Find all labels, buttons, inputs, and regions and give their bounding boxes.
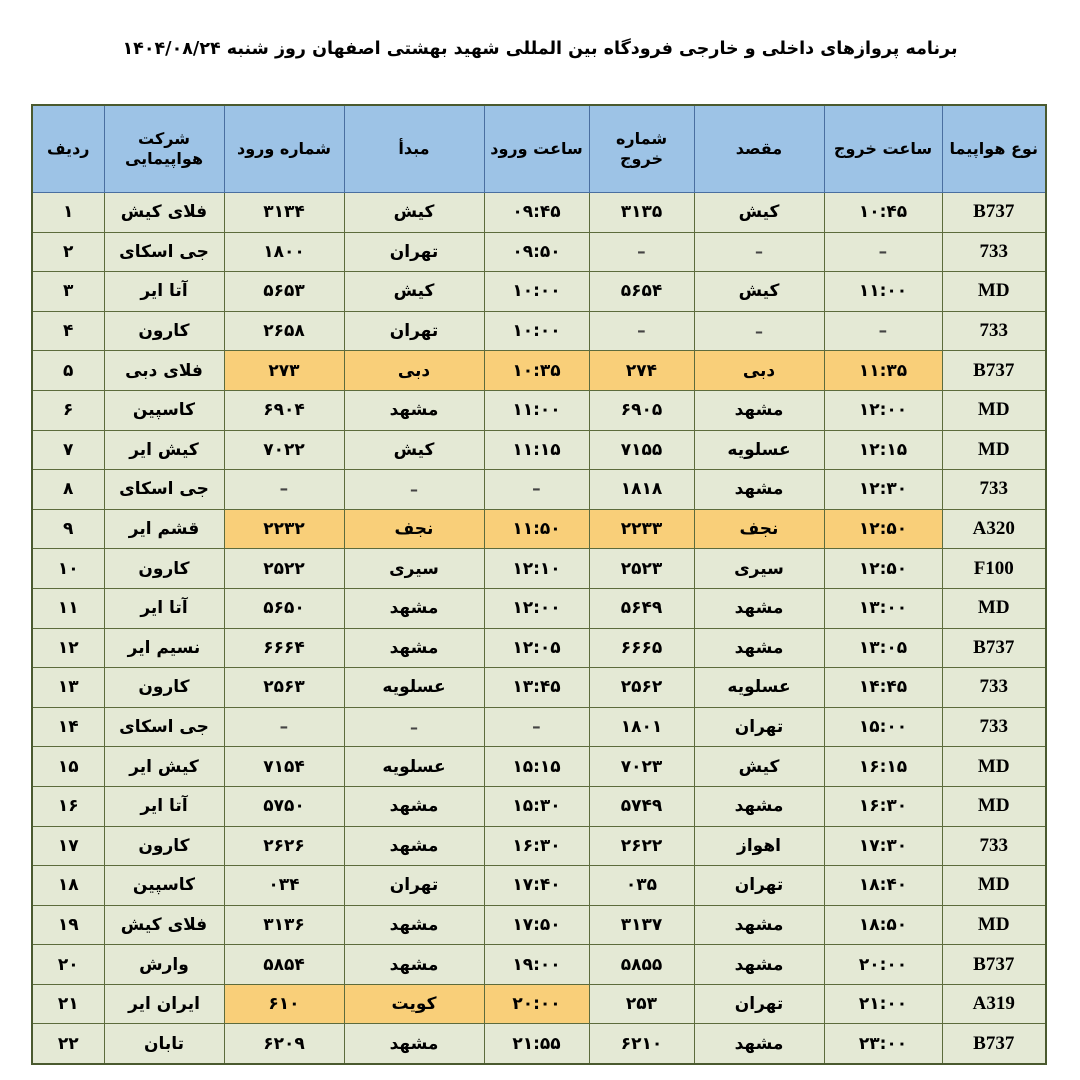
cell-departure-no: ۵۶۴۹ [589, 588, 694, 628]
cell-row-number: ۱ [32, 193, 104, 233]
cell-departure-time: ۱۶:۱۵ [824, 747, 942, 787]
cell-departure-time: ۱۴:۴۵ [824, 668, 942, 708]
cell-airline: قشم ایر [104, 509, 224, 549]
flight-schedule-table-wrapper [33, 104, 1047, 1065]
column-header-arr-no-label: شماره ورود [236, 139, 331, 158]
cell-arrival-time: ۱۷:۵۰ [484, 905, 589, 945]
cell-aircraft-type: MD [942, 588, 1046, 628]
cell-destination: عسلویه [694, 430, 824, 470]
cell-airline: وارش [104, 945, 224, 985]
cell-aircraft-type: 733 [942, 232, 1046, 272]
cell-arrival-no: ۵۶۵۰ [224, 588, 344, 628]
cell-destination: مشهد [694, 905, 824, 945]
cell-airline: کارون [104, 311, 224, 351]
table-row [32, 984, 1046, 1024]
cell-departure-time: ۱۲:۳۰ [824, 470, 942, 510]
cell-arrival-no: ۵۸۵۴ [224, 945, 344, 985]
cell-aircraft-type: F100 [942, 549, 1046, 589]
column-header-radif-label: ردیف [47, 139, 90, 158]
cell-destination: کیش [694, 747, 824, 787]
cell-row-number: ۸ [32, 470, 104, 510]
cell-aircraft-type: A320 [942, 509, 1046, 549]
cell-destination: مشهد [694, 628, 824, 668]
cell-departure-time: ۱۲:۱۵ [824, 430, 942, 470]
cell-airline: جی اسکای [104, 232, 224, 272]
cell-origin: تهران [344, 232, 484, 272]
cell-aircraft-type: MD [942, 866, 1046, 906]
cell-arrival-time: ۱۱:۰۰ [484, 390, 589, 430]
column-header-airline-label: شرکت هواپیمایی [124, 129, 204, 168]
cell-departure-no: ۶۹۰۵ [589, 390, 694, 430]
cell-origin: مشهد [344, 826, 484, 866]
cell-aircraft-type: MD [942, 430, 1046, 470]
cell-arrival-no: ۷۱۵۴ [224, 747, 344, 787]
column-header-arr-time [484, 105, 589, 193]
cell-arrival-time: – [484, 470, 589, 510]
table-row [32, 549, 1046, 589]
table-row [32, 628, 1046, 668]
cell-airline: ایران ایر [104, 984, 224, 1024]
cell-destination: تهران [694, 866, 824, 906]
cell-aircraft-type: 733 [942, 826, 1046, 866]
table-row [32, 311, 1046, 351]
cell-origin: عسلویه [344, 747, 484, 787]
cell-aircraft-type: B737 [942, 1024, 1046, 1064]
cell-departure-time: ۱۱:۰۰ [824, 272, 942, 312]
cell-row-number: ۱۱ [32, 588, 104, 628]
cell-arrival-no: ۵۶۵۳ [224, 272, 344, 312]
column-header-radif [32, 105, 104, 193]
table-row [32, 905, 1046, 945]
cell-arrival-time: ۱۱:۱۵ [484, 430, 589, 470]
column-header-dep-no-label: شماره خروج [615, 129, 668, 168]
cell-departure-time: ۱۸:۴۰ [824, 866, 942, 906]
cell-row-number: ۱۷ [32, 826, 104, 866]
cell-destination: مشهد [694, 1024, 824, 1064]
cell-departure-no: ۷۱۵۵ [589, 430, 694, 470]
cell-departure-time: ۱۲:۵۰ [824, 509, 942, 549]
cell-aircraft-type: B737 [942, 945, 1046, 985]
column-header-destination-label: مقصد [735, 139, 783, 158]
cell-origin: مشهد [344, 905, 484, 945]
cell-departure-no: ۲۲۳۳ [589, 509, 694, 549]
cell-airline: کاسپین [104, 390, 224, 430]
cell-arrival-time: ۱۲:۰۵ [484, 628, 589, 668]
cell-arrival-no: – [224, 470, 344, 510]
cell-row-number: ۳ [32, 272, 104, 312]
cell-destination: مشهد [694, 945, 824, 985]
cell-arrival-no: ۶۶۶۴ [224, 628, 344, 668]
cell-row-number: ۱۰ [32, 549, 104, 589]
cell-row-number: ۲۰ [32, 945, 104, 985]
cell-arrival-time: ۱۱:۵۰ [484, 509, 589, 549]
cell-departure-no: ۵۶۵۴ [589, 272, 694, 312]
cell-airline: کیش ایر [104, 747, 224, 787]
cell-destination: کیش [694, 272, 824, 312]
cell-aircraft-type: MD [942, 905, 1046, 945]
cell-departure-time: – [824, 232, 942, 272]
cell-arrival-time: ۱۲:۱۰ [484, 549, 589, 589]
cell-departure-no: ۰۳۵ [589, 866, 694, 906]
table-body [32, 193, 1046, 1065]
cell-arrival-no: – [224, 707, 344, 747]
cell-airline: فلای دبی [104, 351, 224, 391]
cell-row-number: ۱۳ [32, 668, 104, 708]
cell-departure-no: ۲۷۴ [589, 351, 694, 391]
cell-airline: آتا ایر [104, 588, 224, 628]
cell-departure-time: ۱۸:۵۰ [824, 905, 942, 945]
cell-airline: کارون [104, 668, 224, 708]
cell-departure-no: ۶۶۶۵ [589, 628, 694, 668]
cell-arrival-no: ۳۱۳۴ [224, 193, 344, 233]
cell-destination: مشهد [694, 588, 824, 628]
table-row [32, 430, 1046, 470]
cell-row-number: ۱۶ [32, 786, 104, 826]
cell-row-number: ۱۸ [32, 866, 104, 906]
page-title: برنامه پروازهای داخلی و خارجی فرودگاه بین المللی شهید بهشتی اصفهان روز شنبه ۱۴۰۴/۰۸/۲۴ [122, 39, 958, 59]
cell-origin: کیش [344, 193, 484, 233]
cell-arrival-time: ۲۱:۵۵ [484, 1024, 589, 1064]
cell-origin: – [344, 470, 484, 510]
column-header-ac-type-label: نوع هواپیما [949, 139, 1038, 158]
cell-arrival-no: ۶۹۰۴ [224, 390, 344, 430]
column-header-dep-time-label: ساعت خروج [833, 139, 933, 158]
table-header [32, 105, 1046, 193]
cell-departure-time: ۲۳:۰۰ [824, 1024, 942, 1064]
cell-arrival-time: ۱۷:۴۰ [484, 866, 589, 906]
cell-row-number: ۱۵ [32, 747, 104, 787]
cell-airline: کیش ایر [104, 430, 224, 470]
cell-arrival-no: ۷۰۲۲ [224, 430, 344, 470]
table-row [32, 866, 1046, 906]
cell-arrival-time: ۰۹:۵۰ [484, 232, 589, 272]
cell-origin: کیش [344, 430, 484, 470]
cell-destination: سیری [694, 549, 824, 589]
cell-aircraft-type: 733 [942, 311, 1046, 351]
cell-destination: مشهد [694, 786, 824, 826]
cell-arrival-time: ۱۹:۰۰ [484, 945, 589, 985]
cell-row-number: ۷ [32, 430, 104, 470]
cell-departure-time: ۱۱:۳۵ [824, 351, 942, 391]
column-header-origin [344, 105, 484, 193]
cell-destination: – [694, 232, 824, 272]
cell-origin: دبی [344, 351, 484, 391]
cell-departure-no: ۱۸۰۱ [589, 707, 694, 747]
cell-arrival-time: ۱۵:۱۵ [484, 747, 589, 787]
cell-destination: تهران [694, 707, 824, 747]
table-row [32, 351, 1046, 391]
cell-departure-time: ۱۳:۰۰ [824, 588, 942, 628]
cell-airline: کاسپین [104, 866, 224, 906]
cell-row-number: ۲۱ [32, 984, 104, 1024]
cell-row-number: ۲۲ [32, 1024, 104, 1064]
cell-arrival-no: ۳۱۳۶ [224, 905, 344, 945]
cell-airline: آتا ایر [104, 272, 224, 312]
cell-row-number: ۱۹ [32, 905, 104, 945]
cell-departure-time: ۱۵:۰۰ [824, 707, 942, 747]
cell-arrival-no: ۱۸۰۰ [224, 232, 344, 272]
cell-arrival-time: ۰۹:۴۵ [484, 193, 589, 233]
cell-origin: مشهد [344, 786, 484, 826]
cell-arrival-time: ۱۵:۳۰ [484, 786, 589, 826]
cell-aircraft-type: B737 [942, 351, 1046, 391]
cell-arrival-no: ۶۲۰۹ [224, 1024, 344, 1064]
cell-departure-time: ۱۲:۵۰ [824, 549, 942, 589]
cell-origin: مشهد [344, 390, 484, 430]
cell-aircraft-type: 733 [942, 470, 1046, 510]
cell-departure-no: – [589, 311, 694, 351]
cell-departure-no: ۳۱۳۷ [589, 905, 694, 945]
table-row [32, 707, 1046, 747]
cell-arrival-no: ۵۷۵۰ [224, 786, 344, 826]
cell-departure-time: ۲۱:۰۰ [824, 984, 942, 1024]
cell-origin: مشهد [344, 628, 484, 668]
cell-airline: تابان [104, 1024, 224, 1064]
cell-arrival-no: ۲۷۳ [224, 351, 344, 391]
cell-departure-no: ۲۵۲۳ [589, 549, 694, 589]
table-row [32, 232, 1046, 272]
cell-origin: کویت [344, 984, 484, 1024]
table-row [32, 470, 1046, 510]
cell-departure-no: ۱۸۱۸ [589, 470, 694, 510]
cell-origin: نجف [344, 509, 484, 549]
cell-arrival-time: ۱۶:۳۰ [484, 826, 589, 866]
cell-departure-time: ۱۶:۳۰ [824, 786, 942, 826]
table-row [32, 193, 1046, 233]
cell-departure-time: ۱۲:۰۰ [824, 390, 942, 430]
table-row [32, 826, 1046, 866]
table-row [32, 1024, 1046, 1064]
column-header-arr-time-label: ساعت ورود [490, 139, 583, 158]
cell-departure-time: ۲۰:۰۰ [824, 945, 942, 985]
cell-airline: نسیم ایر [104, 628, 224, 668]
cell-destination: اهواز [694, 826, 824, 866]
cell-aircraft-type: MD [942, 272, 1046, 312]
cell-departure-no: ۶۲۱۰ [589, 1024, 694, 1064]
cell-arrival-time: – [484, 707, 589, 747]
cell-aircraft-type: B737 [942, 193, 1046, 233]
flight-schedule-table [31, 104, 1047, 1065]
cell-arrival-time: ۱۳:۴۵ [484, 668, 589, 708]
cell-row-number: ۴ [32, 311, 104, 351]
column-header-destination [694, 105, 824, 193]
column-header-ac-type [942, 105, 1046, 193]
cell-row-number: ۱۴ [32, 707, 104, 747]
cell-aircraft-type: MD [942, 747, 1046, 787]
cell-origin: تهران [344, 311, 484, 351]
cell-arrival-no: ۰۳۴ [224, 866, 344, 906]
table-row [32, 509, 1046, 549]
column-header-dep-time [824, 105, 942, 193]
cell-origin: عسلویه [344, 668, 484, 708]
cell-departure-no: ۲۵۶۲ [589, 668, 694, 708]
cell-destination: عسلویه [694, 668, 824, 708]
cell-arrival-no: ۲۶۵۸ [224, 311, 344, 351]
cell-aircraft-type: A319 [942, 984, 1046, 1024]
cell-airline: جی اسکای [104, 707, 224, 747]
cell-arrival-time: ۲۰:۰۰ [484, 984, 589, 1024]
cell-row-number: ۹ [32, 509, 104, 549]
table-row [32, 272, 1046, 312]
cell-row-number: ۶ [32, 390, 104, 430]
cell-departure-no: ۵۸۵۵ [589, 945, 694, 985]
cell-row-number: ۵ [32, 351, 104, 391]
cell-origin: مشهد [344, 945, 484, 985]
table-row [32, 668, 1046, 708]
cell-departure-no: – [589, 232, 694, 272]
cell-destination: مشهد [694, 470, 824, 510]
cell-destination: دبی [694, 351, 824, 391]
cell-arrival-no: ۶۱۰ [224, 984, 344, 1024]
cell-destination: – [694, 311, 824, 351]
table-row [32, 390, 1046, 430]
cell-departure-time: – [824, 311, 942, 351]
cell-arrival-no: ۲۵۶۳ [224, 668, 344, 708]
cell-aircraft-type: B737 [942, 628, 1046, 668]
cell-airline: آتا ایر [104, 786, 224, 826]
cell-airline: جی اسکای [104, 470, 224, 510]
cell-arrival-time: ۱۲:۰۰ [484, 588, 589, 628]
column-header-origin-label: مبدأ [398, 139, 430, 158]
cell-row-number: ۲ [32, 232, 104, 272]
cell-origin: کیش [344, 272, 484, 312]
cell-destination: نجف [694, 509, 824, 549]
cell-origin: سیری [344, 549, 484, 589]
cell-row-number: ۱۲ [32, 628, 104, 668]
cell-aircraft-type: 733 [942, 707, 1046, 747]
cell-airline: فلای کیش [104, 905, 224, 945]
column-header-dep-no [589, 105, 694, 193]
cell-departure-time: ۱۳:۰۵ [824, 628, 942, 668]
cell-arrival-no: ۲۶۲۶ [224, 826, 344, 866]
column-header-airline [104, 105, 224, 193]
cell-departure-time: ۱۰:۴۵ [824, 193, 942, 233]
cell-destination: تهران [694, 984, 824, 1024]
table-row [32, 588, 1046, 628]
cell-departure-no: ۷۰۲۳ [589, 747, 694, 787]
cell-aircraft-type: 733 [942, 668, 1046, 708]
table-row [32, 747, 1046, 787]
table-header-row [32, 105, 1046, 193]
cell-origin: تهران [344, 866, 484, 906]
cell-airline: فلای کیش [104, 193, 224, 233]
cell-departure-no: ۳۱۳۵ [589, 193, 694, 233]
cell-airline: کارون [104, 549, 224, 589]
cell-arrival-no: ۲۵۲۲ [224, 549, 344, 589]
cell-destination: کیش [694, 193, 824, 233]
cell-departure-no: ۵۷۴۹ [589, 786, 694, 826]
table-row [32, 945, 1046, 985]
cell-destination: مشهد [694, 390, 824, 430]
cell-aircraft-type: MD [942, 390, 1046, 430]
cell-departure-time: ۱۷:۳۰ [824, 826, 942, 866]
table-row [32, 786, 1046, 826]
cell-arrival-no: ۲۲۳۲ [224, 509, 344, 549]
cell-origin: مشهد [344, 1024, 484, 1064]
cell-arrival-time: ۱۰:۰۰ [484, 272, 589, 312]
cell-aircraft-type: MD [942, 786, 1046, 826]
cell-departure-no: ۲۶۲۲ [589, 826, 694, 866]
cell-origin: – [344, 707, 484, 747]
cell-arrival-time: ۱۰:۰۰ [484, 311, 589, 351]
column-header-arr-no [224, 105, 344, 193]
cell-airline: کارون [104, 826, 224, 866]
cell-departure-no: ۲۵۳ [589, 984, 694, 1024]
cell-origin: مشهد [344, 588, 484, 628]
cell-arrival-time: ۱۰:۳۵ [484, 351, 589, 391]
